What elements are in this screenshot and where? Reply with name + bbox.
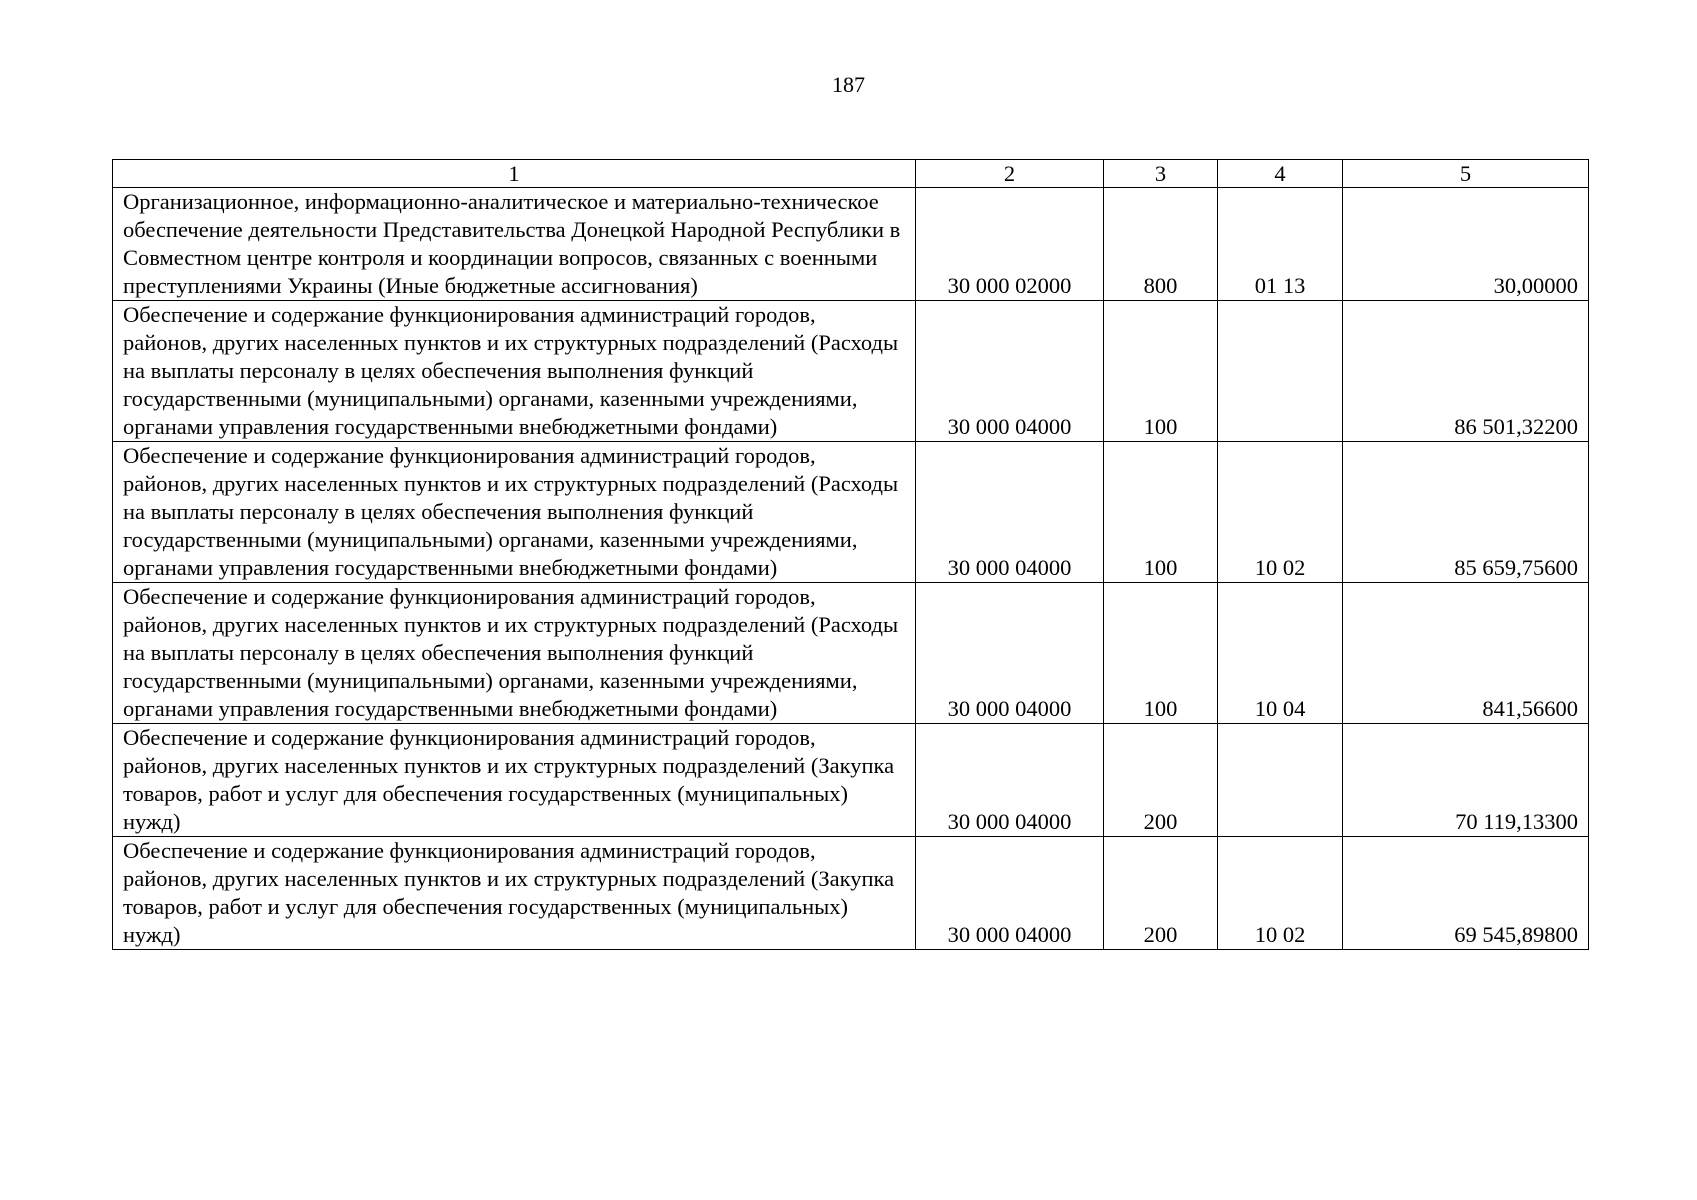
table-row [113,188,1589,301]
column-header-3: 3 [1104,160,1218,188]
row-code: 30 000 04000 [916,837,1104,950]
row-section: 10 04 [1218,583,1343,724]
column-header-5: 5 [1343,160,1589,188]
row-type: 100 [1104,442,1218,583]
row-amount: 69 545,89800 [1343,837,1589,950]
table-row [113,837,1589,950]
table-header-row [113,160,1589,188]
budget-table [112,159,1589,950]
row-description: Обеспечение и содержание функционирования администраций городов, районов, других населенных пунктов и их структурных подразделений (Расходы на выплаты персоналу в целях обеспечения выполнения функций государственными (муниципальными) органами, казенными учреждениями, органами управления государственными внебюджетными фондами) [113,301,916,442]
row-code: 30 000 04000 [916,301,1104,442]
row-code: 30 000 02000 [916,188,1104,301]
row-code: 30 000 04000 [916,724,1104,837]
row-amount: 70 119,13300 [1343,724,1589,837]
row-description: Обеспечение и содержание функционирования администраций городов, районов, других населенных пунктов и их структурных подразделений (Расходы на выплаты персоналу в целях обеспечения выполнения функций государственными (муниципальными) органами, казенными учреждениями, органами управления государственными внебюджетными фондами) [113,583,916,724]
table-row [113,583,1589,724]
row-type: 200 [1104,724,1218,837]
row-description: Обеспечение и содержание функционирования администраций городов, районов, других населенных пунктов и их структурных подразделений (Закупка товаров, работ и услуг для обеспечения государственных (муниципальных) нужд) [113,837,916,950]
row-amount: 841,56600 [1343,583,1589,724]
column-header-2: 2 [916,160,1104,188]
row-type: 100 [1104,583,1218,724]
row-section: 01 13 [1218,188,1343,301]
row-type: 100 [1104,301,1218,442]
row-type: 800 [1104,188,1218,301]
row-section [1218,301,1343,442]
row-section [1218,724,1343,837]
table-row [113,724,1589,837]
row-description: Организационное, информационно-аналитическое и материально-техническое обеспечение деятельности Представительства Донецкой Народной Республики в Совместном центре контроля и координации вопросов, связанных с военными преступлениями Украины (Иные бюджетные ассигнования) [113,188,916,301]
row-description: Обеспечение и содержание функционирования администраций городов, районов, других населенных пунктов и их структурных подразделений (Расходы на выплаты персоналу в целях обеспечения выполнения функций государственными (муниципальными) органами, казенными учреждениями, органами управления государственными внебюджетными фондами) [113,442,916,583]
row-description: Обеспечение и содержание функционирования администраций городов, районов, других населенных пунктов и их структурных подразделений (Закупка товаров, работ и услуг для обеспечения государственных (муниципальных) нужд) [113,724,916,837]
page-number: 187 [832,72,865,97]
row-amount: 30,00000 [1343,188,1589,301]
table-row [113,301,1589,442]
row-section: 10 02 [1218,442,1343,583]
row-code: 30 000 04000 [916,583,1104,724]
row-type: 200 [1104,837,1218,950]
table-row [113,442,1589,583]
column-header-4: 4 [1218,160,1343,188]
row-code: 30 000 04000 [916,442,1104,583]
column-header-1: 1 [113,160,916,188]
row-section: 10 02 [1218,837,1343,950]
row-amount: 85 659,75600 [1343,442,1589,583]
row-amount: 86 501,32200 [1343,301,1589,442]
